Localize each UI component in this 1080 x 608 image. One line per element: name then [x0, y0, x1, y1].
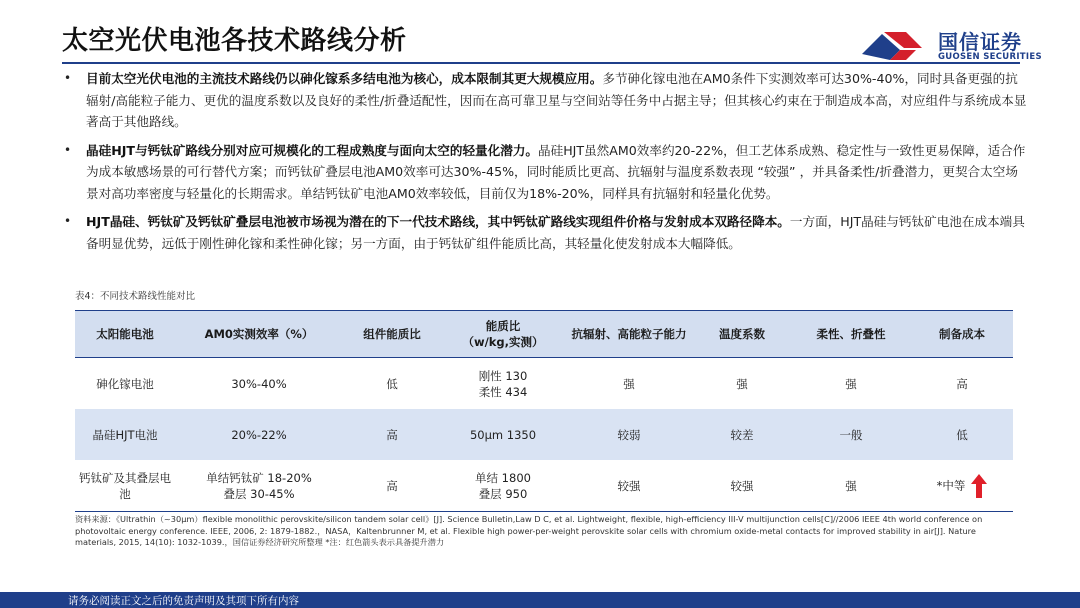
source-note: 资料来源：《Ultrathin（~30μm）flexible monolithic perovskite/silicon tandem solar cell》[J]. Science Bulletin,Law D C, et al. Lightweight, flexible, high-efficiency III-V multijunction cells[C]//2006 IEEE 4th world conference on photovoltaic energy conference. IEEE, 2006, 2: 1879-1882.，NASA，Kaltenbrunner M, et al. Flexible high power-per-weight perovskite solar cells with chromium oxide-metal contacts for improved stability in air[J]. Nature materials, 2015, 14(10): 1032-1039.，国信证券经济研究所整理 *注：红色箭头表示具备提升潜力 — [75, 514, 983, 547]
table-cell: 20%-22% — [175, 409, 343, 460]
table-row — [75, 460, 1013, 512]
table-cell: 低 — [911, 409, 1013, 460]
bullet-lead: HJT晶硅、钙钛矿及钙钛矿叠层电池被市场视为潜在的下一代技术路线，其中钙钛矿路线实现组件价格与发射成本双路径降本。 — [86, 214, 790, 229]
table-cell: 高 — [343, 409, 441, 460]
table-cell: 钙钛矿及其叠层电池 — [75, 460, 175, 512]
bullet-body: 晶硅HJT虽然AM0效率约20-22%，但工艺体系成熟、稳定性与一致性更易保障，适合作为成本敏感场景的可行替代方案；而钙钛矿叠层电池AM0效率可达30%-45%，同时能质比更高、抗辐射与温度系数表现 “较强” ，并具备柔性/折叠潜力，更契合太空场景对高功率密度与轻量化的长期需求。单结钙钛矿电池AM0效率较低，目前仅为18%-20%，同样具有抗辐射和轻量化优势。 — [86, 142, 1026, 201]
bullet-lead: 晶硅HJT与钙钛矿路线分别对应可规模化的工程成熟度与面向太空的轻量化潜力。 — [86, 142, 539, 158]
bullet-item — [62, 140, 1027, 205]
table-row — [75, 358, 1013, 410]
page-title: 太空光伏电池各技术路线分析 — [62, 26, 407, 56]
logo-chinese-name: 国信证券 — [938, 30, 1022, 54]
table-caption: 表4：不同技术路线性能对比 — [75, 291, 196, 302]
guosen-logo-icon — [860, 26, 932, 62]
cost-value: *中等 — [936, 478, 966, 492]
footer-bar — [0, 592, 1080, 608]
header-cell: 能质比 （w/kg,实测） — [441, 311, 565, 358]
table-cell: 低 — [386, 376, 398, 391]
red-up-arrow-icon — [971, 474, 987, 498]
table-cell: 砷化镓电池 — [96, 376, 154, 391]
table-cell: 高 — [956, 376, 968, 391]
table-header-row — [75, 311, 1013, 358]
table-cell: 50μm 1350 — [441, 409, 565, 460]
table-cell: 刚性 130 柔性 434 — [478, 368, 528, 399]
table-cell: 高 — [343, 460, 441, 512]
header-cell: 抗辐射、高能粒子能力 — [565, 311, 693, 358]
table-cell: 强 — [623, 376, 635, 391]
company-logo — [860, 26, 1050, 66]
table-cell: 单结 1800 叠层 950 — [441, 460, 565, 512]
table-cell: 30%-40% — [231, 376, 287, 391]
header-cell: 制备成本 — [911, 311, 1013, 358]
bullet-dot-icon: • — [64, 142, 72, 157]
bullet-body: 多节砷化镓电池在AM0条件下实测效率可达30%-40%，同时具备更强的抗辐射/高能粒子能力、更优的温度系数以及良好的柔性/折叠适配性，因而在高可靠卫星与空间站等任务中占据主导；但其核心约束在于制造成本高，对应组件与系统成本显著高于其他路线。 — [86, 71, 1027, 129]
table-cell: 一般 — [791, 409, 911, 460]
header-cell: AM0实测效率（%） — [175, 311, 343, 358]
table-cell: 较强 — [565, 460, 693, 512]
footer-disclaimer: 请务必阅读正文之后的免责声明及其项下所有内容 — [68, 595, 299, 607]
table-cell: 较强 — [693, 460, 791, 512]
table-cell: 较弱 — [565, 409, 693, 460]
header-cell: 温度系数 — [693, 311, 791, 358]
header-cell: 柔性、折叠性 — [791, 311, 911, 358]
table-cell: 强 — [845, 376, 857, 391]
bullet-dot-icon: • — [64, 71, 72, 85]
table-cell: 强 — [736, 376, 748, 391]
table-cell: 单结钙钛矿 18-20% 叠层 30-45% — [175, 460, 343, 512]
table-cell — [911, 460, 1013, 512]
header-cell: 太阳能电池 — [75, 311, 175, 358]
table-cell: 强 — [791, 460, 911, 512]
logo-english-name: GUOSEN SECURITIES — [938, 52, 1042, 62]
bullet-item — [62, 211, 1027, 254]
comparison-table — [75, 310, 1013, 512]
bullet-lead: 目前太空光伏电池的主流技术路线仍以砷化镓系多结电池为核心，成本限制其更大规模应用。 — [86, 71, 603, 86]
table-cell: 晶硅HJT电池 — [75, 409, 175, 460]
header-cell: 组件能质比 — [343, 311, 441, 358]
bullet-list — [62, 68, 1027, 261]
table-cell: 较差 — [693, 409, 791, 460]
table-row — [75, 409, 1013, 460]
bullet-body: 一方面，HJT晶硅与钙钛矿电池在成本端具备明显优势，远低于刚性砷化镓和柔性砷化镓；另一方面，由于钙钛矿组件能质比高，其轻量化使发射成本大幅降低。 — [86, 214, 1025, 251]
bullet-dot-icon: • — [64, 214, 72, 228]
bullet-item — [62, 68, 1027, 133]
